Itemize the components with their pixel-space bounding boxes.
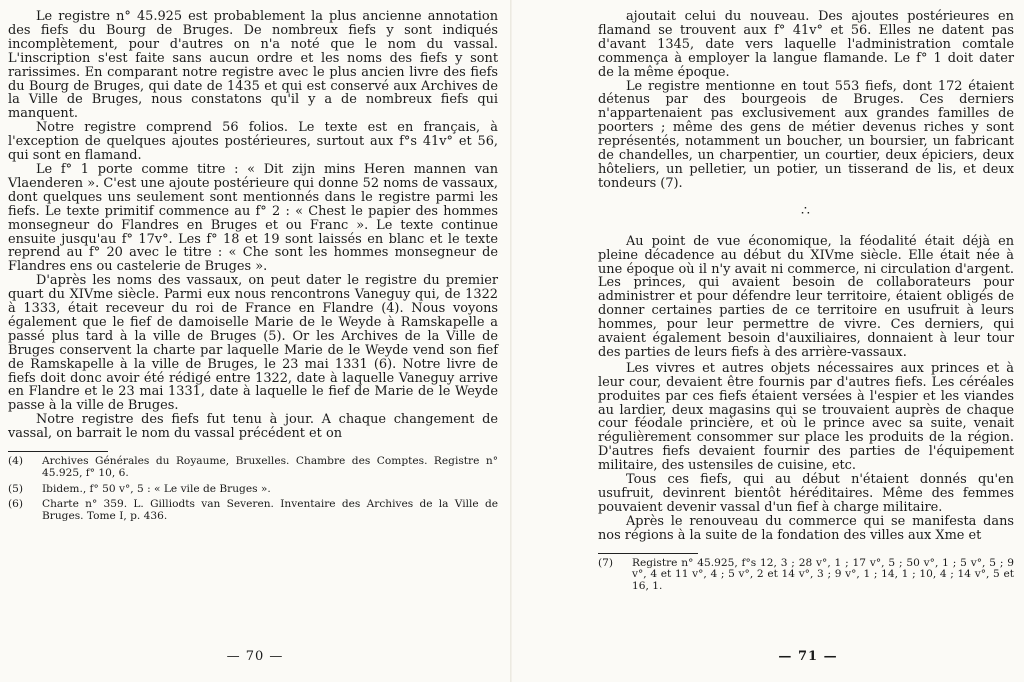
footnote-label: (5): [8, 482, 24, 495]
paragraph: Au point de vue économique, la féodalité était déjà en pleine décadence au début du XIVme siècle. Elle était née à une époque où il n'y avait ni commerce, ni circulation d'argent. Les princes, qui avaient besoin de collaborateurs pour administrer et pour défendre leur territoire, étaient obligés de donner certaines parties de ce territoire en usufruit à leurs hommes, pour leur permettre de vivre. Ces derniers, qui avaient également besoin d'auxiliaires, donnaient à leur tour des parties de leurs fiefs à des arrière-vassaux.: [598, 233, 1014, 360]
left-footnotes: [8, 451, 498, 523]
footnote-divider: [598, 553, 698, 554]
footnote-text: Registre n° 45.925, f°s 12, 3 ; 28 v°, 1 ; 17 v°, 5 ; 50 v°, 1 ; 5 v°, 5 ; 9 v°, 4 et 11 v°, 4 ; 5 v°, 2 et 14 v°, 3 ; 9 v°, 1 ; 14, 1 ; 10, 4 ; 14 v°, 5 et 16, 1.: [632, 556, 1014, 593]
paragraph: Le registre n° 45.925 est probablement la plus ancienne annotation des fiefs du Bourg de Bruges. De nombreux fiefs y sont indiqués incomplètement, pour d'autres on n'a noté que le nom du vassal. L'inscription s'est faite sans aucun ordre et les noms des fiefs y sont rarissimes. En comparant notre registre avec le plus ancien livre des fiefs du Bourg de Bruges, qui date de 1435 et qui est conservé aux Archives de la Ville de Bruges, nous constatons qu'il y a de nombreux fiefs qui manquent.: [8, 9, 498, 122]
section-divider-mark: ∴: [801, 202, 811, 219]
left-body-text: [8, 10, 498, 441]
left-page: [0, 0, 510, 682]
paragraph: Le f° 1 porte comme titre : « Dit zijn mins Heren mannen van Vlaenderen ». C'est une ajoute postérieure qui donne 52 noms de vassaux, dont quelques uns seulement sont mentionnés dans le registre parmi les fiefs. Le texte primitif commence au f° 2 : « Chest le papier des hommes monsegneur do Flandres en Bruges et ou Franc ». Le texte continue ensuite jusqu'au f° 17v°. Les f° 18 et 19 sont laissés en blanc et le texte reprend au f° 20 avec le titre : « Che sont les hommes monsegneur de Flandres ens ou castelerie de Bruges ».: [8, 161, 498, 275]
footnote: [8, 484, 498, 496]
footnote-divider: [8, 451, 108, 452]
paragraph: ajoutait celui du nouveau. Des ajoutes postérieures en flamand se trouvent aux f° 41v° et 56. Elles ne datent pas d'avant 1345, date vers laquelle l'administration comtale commença à employer la langue flamande. Le f° 1 doit dater de la même époque.: [598, 9, 1014, 80]
page-number: — 71 —: [778, 649, 838, 664]
footnote: [598, 558, 1014, 593]
footnote: [8, 456, 498, 480]
footnote: [8, 499, 498, 523]
paragraph: Notre registre des fiefs fut tenu à jour. A chaque changement de vassal, on barrait le nom du vassal précédent et on: [8, 412, 498, 442]
footnote-label: (7): [598, 556, 614, 569]
right-page: [512, 0, 1024, 682]
paragraph: Après le renouveau du commerce qui se manifesta dans nos régions à la suite de la fondation des villes aux Xme et: [598, 513, 1014, 543]
paragraph: Tous ces fiefs, qui au début n'étaient donnés qu'en usufruit, devinrent bientôt héréditaires. Même des femmes pouvaient devenir vassal d'un fief à charge militaire.: [598, 472, 1014, 515]
paragraph: D'après les noms des vassaux, on peut dater le registre du premier quart du XIVme siècle. Parmi eux nous rencontrons Vaneguy qui, de 1322 à 1333, était receveur du roi de France en Flandre (4). Nous voyons également que le fief de damoiselle Marie de le Weyde à Ramskapelle a passé plus tard à la ville de Bruges (5). Or les Archives de la Ville de Bruges conservent la charte par laquelle Marie de le Weyde vend son fief de Ramskapelle à la ville de Bruges, le 23 mai 1331 (6). Notre livre de fiefs doit donc avoir été rédigé entre 1322, date à laquelle Vaneguy arrive en Flandre et le 23 mai 1331, date à laquelle le fief de Marie de le Weyde passe à la ville de Bruges.: [8, 273, 498, 414]
footnote-label: (6): [8, 498, 24, 511]
paragraph: Les vivres et autres objets nécessaires aux princes et à leur cour, devaient être fournis par d'autres fiefs. Les céréales produites par ces fiefs étaient versées à l'espier et les viandes au lardier, deux magasins qui se trouvaient auprès de chaque cour féodale princière, et où le prince avec sa suite, venait régulièrement consommer sur place les produits de la région. D'autres fiefs devaient fournir des parties de l'équipement militaire, des ustensiles de cuisine, etc.: [598, 360, 1014, 474]
footnote-text: Archives Générales du Royaume, Bruxelles. Chambre des Comptes. Registre n° 45.925, f° 10, 6.: [42, 455, 498, 479]
right-body-text: [598, 10, 1014, 543]
footnote-label: (4): [8, 455, 24, 468]
right-footnotes: [598, 553, 1014, 593]
paragraph: Le registre mentionne en tout 553 fiefs, dont 172 étaient détenus par des bourgeois de Bruges. Ces derniers n'appartenaient pas exclusivement aux grandes familles de poorters ; même des gens de métier devenus riches y sont représentés, notamment un boucher, un boursier, un fabricant de chandelles, un charpentier, un courtier, deux épiciers, deux hôteliers, un pelletier, un potier, un tisserand de lis, et deux tondeurs (7).: [598, 78, 1014, 191]
page-number: — 70 —: [226, 649, 284, 664]
footnote-text: Charte n° 359. L. Gilliodts van Severen. Inventaire des Archives de la Ville de Bruges. Tome I, p. 436.: [42, 498, 498, 523]
paragraph: Notre registre comprend 56 folios. Le texte est en français, à l'exception de quelques ajoutes postérieures, surtout aux f°s 41v° et 56, qui sont en flamand.: [8, 120, 498, 164]
footnote-text: Ibidem., f° 50 v°, 5 : « Le vile de Bruges ».: [42, 482, 271, 495]
